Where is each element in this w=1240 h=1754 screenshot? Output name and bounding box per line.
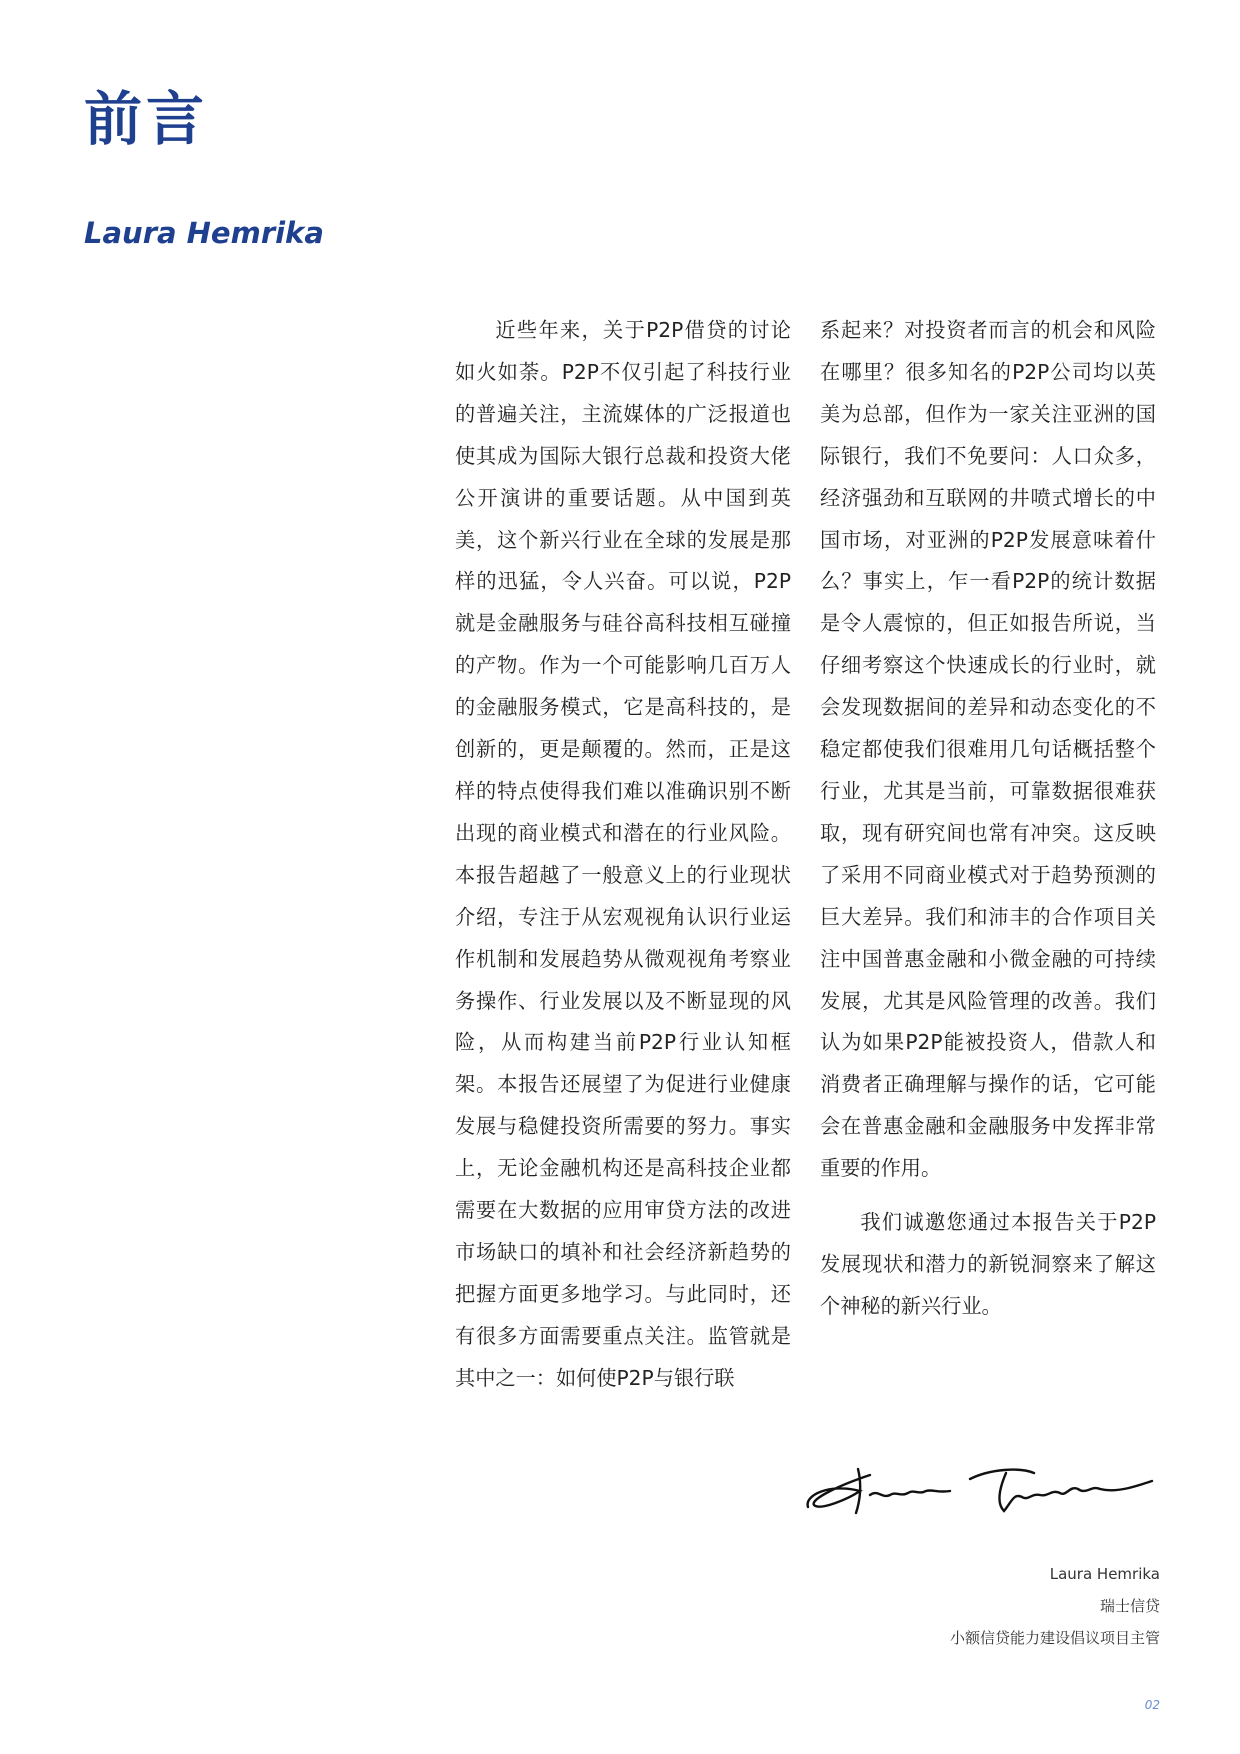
body-paragraph: 系起来？对投资者而言的机会和风险在哪里？很多知名的P2P公司均以英美为总部，但作为一家关注亚洲的国际银行，我们不免要问：人口众多，经济强劲和互联网的井喷式增长的中国市场，对亚洲的P2P发展意味着什么？事实上，乍一看P2P的统计数据是令人震惊的，但正如报告所说，当仔细考察这个快速成长的行业时，就会发现数据间的差异和动态变化的不稳定都使我们很难用几句话概括整个行业，尤其是当前，可靠数据很难获取，现有研究间也常有冲突。这反映了采用不同商业模式对于趋势预测的巨大差异。我们和沛丰的合作项目关注中国普惠金融和小微金融的可持续发展，尤其是风险管理的改善。我们认为如果P2P能被投资人，借款人和消费者正确理解与操作的话，它可能会在普惠金融和金融服务中发挥非常重要的作用。 xyxy=(820,318,1156,1181)
body-column-left xyxy=(455,310,791,1400)
page-number: 02 xyxy=(1144,1698,1160,1712)
signer-role: 小额信贷能力建设倡议项目主管 xyxy=(949,1629,1160,1647)
page-title: 前言 xyxy=(84,85,209,153)
signer-organization: 瑞士信贷 xyxy=(1099,1597,1160,1615)
signer-name: Laura Hemrika xyxy=(1049,1565,1160,1583)
author-heading: Laura Hemrika xyxy=(84,216,324,250)
signature-block xyxy=(950,1558,1160,1654)
body-column-right xyxy=(820,310,1156,1328)
body-paragraph: 近些年来，关于P2P借贷的讨论如火如荼。P2P不仅引起了科技行业的普遍关注，主流媒体的广泛报道也使其成为国际大银行总裁和投资大佬公开演讲的重要话题。从中国到英美，这个新兴行业在全球的发展是那样的迅猛，令人兴奋。可以说，P2P就是金融服务与硅谷高科技相互碰撞的产物。作为一个可能影响几百万人的金融服务模式，它是高科技的，是创新的，更是颠覆的。然而，正是这样的特点使得我们难以准确识别不断出现的商业模式和潜在的行业风险。本报告超越了一般意义上的行业现状介绍，专注于从宏观视角认识行业运作机制和发展趋势从微观视角考察业务操作、行业发展以及不断显现的风险，从而构建当前P2P行业认知框架。本报告还展望了为促进行业健康发展与稳健投资所需要的努力。事实上，无论金融机构还是高科技企业都需要在大数据的应用审贷方法的改进市场缺口的填补和社会经济新趋势的把握方面更多地学习。与此同时，还有很多方面需要重点关注。监管就是其中之一：如何使P2P与银行联 xyxy=(455,318,791,1390)
closing-paragraph: 我们诚邀您通过本报告关于P2P发展现状和潜力的新锐洞察来了解这个神秘的新兴行业。 xyxy=(820,1210,1156,1318)
handwritten-signature xyxy=(800,1455,1160,1525)
